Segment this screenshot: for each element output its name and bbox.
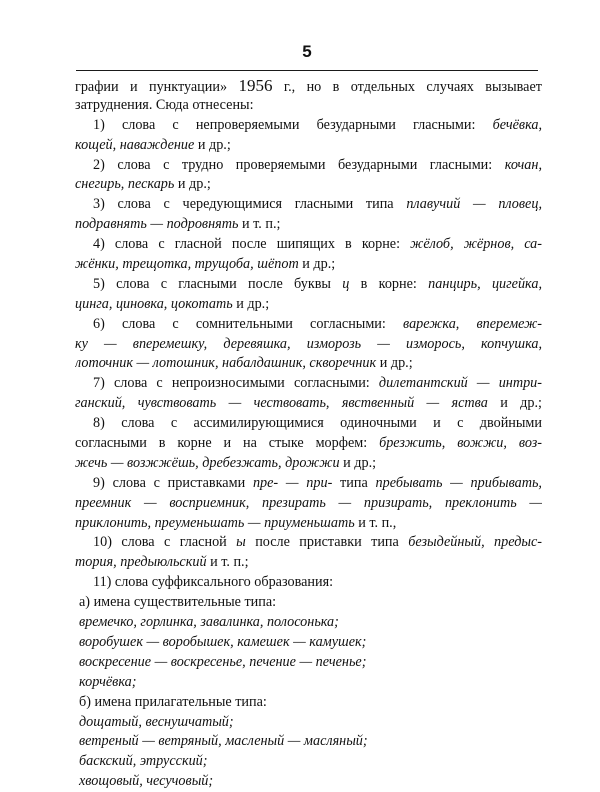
text-line xyxy=(75,255,542,275)
text-line xyxy=(75,215,542,235)
text-line xyxy=(75,454,542,474)
text-line xyxy=(75,613,542,633)
text-run: согласными в корне и на стыке морфем: xyxy=(75,435,380,452)
text-line xyxy=(75,175,542,195)
page-header xyxy=(76,40,538,71)
italic-term: ц xyxy=(342,275,350,292)
text-run: затруднения. Сюда отнесены: xyxy=(75,96,254,113)
italic-term: цинга, циновка, цокотать xyxy=(75,295,233,312)
text-line xyxy=(75,394,542,414)
italic-term: времечко, горлинка, завалинка, полосонька; xyxy=(79,614,339,631)
italic-term: варежка, вперемеж- xyxy=(403,315,542,332)
text-run: в корне: xyxy=(349,275,429,292)
text-line xyxy=(75,772,542,792)
text-run: 7) слова с непроизносимыми согласными: xyxy=(93,375,379,392)
text-line xyxy=(75,295,542,315)
text-line xyxy=(75,414,542,434)
text-line xyxy=(75,474,542,494)
text-line xyxy=(75,573,542,593)
text-run: и др.; xyxy=(174,176,211,193)
text-run: и др.; xyxy=(487,395,542,412)
italic-term: приклонить, преуменьшать — приуменьшать xyxy=(75,514,355,531)
text-run: а) имена существительные типа: xyxy=(79,594,277,611)
text-line xyxy=(75,653,542,673)
text-line xyxy=(75,195,542,215)
text-run: 4) слова с гласной после шипящих в корне: xyxy=(93,236,411,253)
italic-term: бечёвка, xyxy=(492,116,542,133)
text-run: и т. п., xyxy=(354,514,397,531)
italic-term: дилетантский — интри- xyxy=(378,375,542,392)
italic-term: тория, предыюльский xyxy=(75,554,207,571)
text-line xyxy=(75,315,542,335)
page-number: 5 xyxy=(302,42,312,61)
text-line xyxy=(75,693,542,713)
italic-term: хвощовый, чесучовый; xyxy=(79,773,214,790)
text-run: 11) слова суффиксального образования: xyxy=(93,574,334,591)
text-line xyxy=(75,593,542,613)
italic-term: брезжить, вожжи, воз- xyxy=(379,435,542,452)
italic-term: пребывать — прибывать, xyxy=(375,474,542,491)
italic-term: панцирь, цигейка, xyxy=(428,275,542,292)
text-run: б) имена прилагательные типа: xyxy=(79,693,267,710)
text-run: 8) слова с ассимилирующимися одиночными и с двойными xyxy=(93,415,542,432)
text-run: и др.; xyxy=(339,454,377,471)
text-line xyxy=(75,76,542,96)
text-run: графии и пунктуации» xyxy=(75,79,239,95)
text-run: 9) слова с приставками xyxy=(93,474,253,491)
text-run: г., но в отдельных случаях вызывает xyxy=(272,79,542,95)
text-line xyxy=(75,633,542,653)
text-line xyxy=(75,235,542,255)
text-line xyxy=(75,96,542,116)
text-run: 1) слова с непроверяемыми безударными гласными: xyxy=(93,116,493,133)
text-line xyxy=(75,673,542,693)
text-run: 6) слова с сомнительными согласными: xyxy=(93,315,404,332)
text-line xyxy=(75,136,542,156)
italic-term: ветреный — ветряный, масленый — масляный; xyxy=(79,733,368,750)
italic-term: плавучий — пловец, xyxy=(406,196,542,213)
text-run: и т. п.; xyxy=(206,554,249,571)
text-line xyxy=(75,752,542,772)
italic-term: подравнять — подровнять xyxy=(75,216,239,233)
text-line xyxy=(75,494,542,514)
italic-term: лоточник — лотошник, набалдашник, скворечник xyxy=(75,355,377,372)
italic-term: кощей, наваждение xyxy=(75,136,195,153)
text-line xyxy=(75,533,542,553)
italic-term: ганский, чувствовать — чествовать, явственный — яства xyxy=(75,395,488,412)
text-line xyxy=(75,354,542,374)
text-run: 1956 xyxy=(238,76,273,95)
italic-term: воробушек — воробышек, камешек — камушек; xyxy=(79,633,367,650)
text-line xyxy=(75,732,542,752)
text-run: 10) слова с гласной xyxy=(93,534,237,551)
text-run: и др.; xyxy=(194,136,231,153)
text-line xyxy=(75,116,542,136)
italic-term: пре- — при- xyxy=(252,474,333,491)
body-text xyxy=(75,76,542,792)
text-run: 3) слова с чередующимися гласными типа xyxy=(93,196,407,213)
text-line xyxy=(75,553,542,573)
italic-term: воскресение — воскресенье, печение — печенье; xyxy=(79,653,367,670)
text-run: и др.; xyxy=(298,256,336,273)
italic-term: безыдейный, предыс- xyxy=(408,534,542,551)
text-line xyxy=(75,374,542,394)
text-line xyxy=(75,275,542,295)
text-line xyxy=(75,335,542,355)
text-run: и т. п.; xyxy=(238,216,281,233)
text-run: 2) слова с трудно проверяемыми безударными гласными: xyxy=(93,156,505,173)
text-run: после приставки типа xyxy=(245,534,409,551)
italic-term: кочан, xyxy=(504,156,542,173)
italic-term: дощатый, веснушчатый; xyxy=(79,713,234,730)
text-line xyxy=(75,434,542,454)
italic-term: ы xyxy=(236,534,246,551)
italic-term: снегирь, пескарь xyxy=(75,176,175,193)
italic-term: преемник — восприемник, презирать — призирать, преклонить — xyxy=(75,494,542,511)
text-run: 5) слова с гласными после буквы xyxy=(93,275,343,292)
italic-term: жёлоб, жёрнов, са- xyxy=(410,236,542,253)
italic-term: жёнки, трещотка, трущоба, шёпот xyxy=(75,256,299,273)
italic-term: баскский, этрусский; xyxy=(79,753,208,770)
text-run: и др.; xyxy=(232,295,270,312)
italic-term: ку — вперемешку, деревяшка, изморозь — изморось, копчушка, xyxy=(75,335,542,352)
text-run: типа xyxy=(332,474,376,491)
text-line xyxy=(75,156,542,176)
text-line xyxy=(75,713,542,733)
italic-term: жечь — возжжёшь, дребезжать, дрожжи xyxy=(75,454,340,471)
text-line xyxy=(75,514,542,534)
text-run: и др.; xyxy=(376,355,413,372)
italic-term: корчёвка; xyxy=(79,673,137,690)
